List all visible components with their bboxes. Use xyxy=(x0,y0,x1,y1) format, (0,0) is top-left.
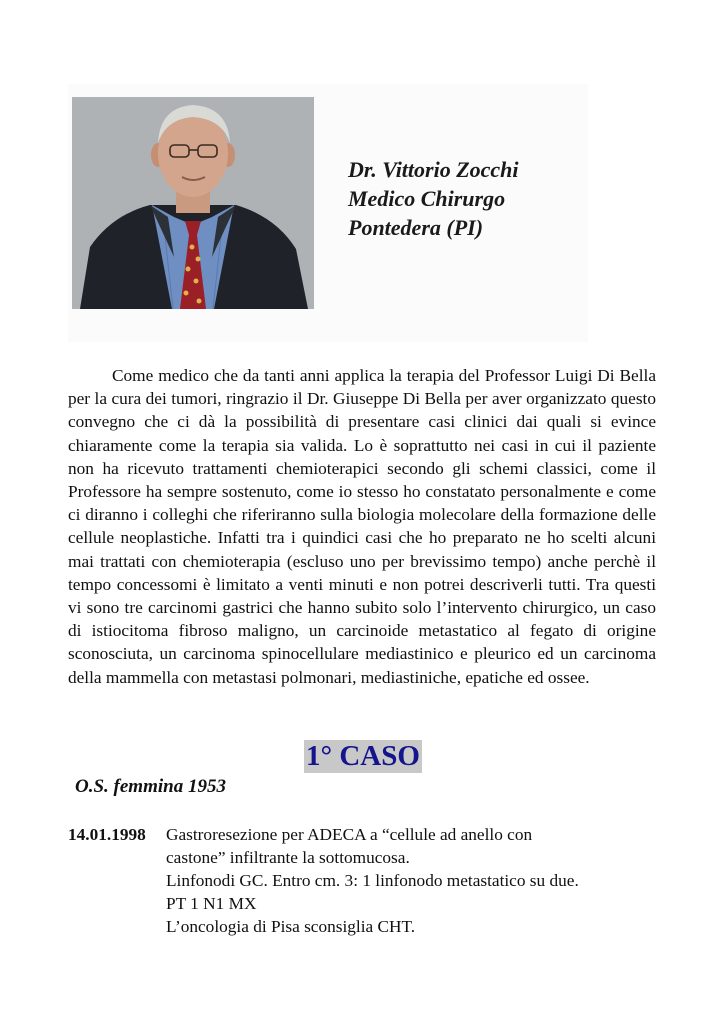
case-title: 1° CASO xyxy=(306,740,420,772)
doctor-title: Medico Chirurgo xyxy=(348,186,506,211)
doctor-name: Dr. Vittorio Zocchi xyxy=(348,157,519,182)
doctor-caption xyxy=(348,155,519,242)
entry-line: Linfonodi GC. Entro cm. 3: 1 linfonodo metastatico su due. xyxy=(166,871,579,890)
entry-date: 14.01.1998 xyxy=(68,825,146,844)
entry-line: L’oncologia di Pisa sconsiglia CHT. xyxy=(166,917,416,936)
patient-info: O.S. femmina 1953 xyxy=(75,776,226,797)
doctor-photo xyxy=(72,97,314,309)
entry-line: castone” infiltrante la sottomucosa. xyxy=(166,848,410,867)
entry-text xyxy=(166,823,579,938)
entry-line: Gastroresezione per ADECA a “cellule ad anello con xyxy=(166,825,533,844)
intro-paragraph: Come medico che da tanti anni applica la terapia del Professor Luigi Di Bella per la cura dei tumori, ringrazio il Dr. Giuseppe Di Bella per aver organizzato questo convegno che ci dà la possibilità di presentare casi clinici dai quali si evince chiaramente come la terapia sia valida. Lo è soprattutto nei casi in cui il paziente non ha ricevuto trattamenti chemioterapici secondo gli schemi classici, come il Professore ha sempre sostenuto, come io stesso ho constatato personalmente e come ci diranno i colleghi che riferiranno sulla biologia molecolare della formazione delle cellule neoplastiche. Infatti tra i quindici casi che ho preparato ne ho scelti alcuni mai trattati con chemioterapia (escluso uno per brevissimo tempo) anche perchè il tempo concessomi è limitato a venti minuti e non potrei descriverli tutti. Tra questi vi sono tre carcinomi gastrici che hanno subito solo l’intervento chirurgico, un caso di istiocitoma fibroso maligno, un carcinoide metastatico al fegato di origine sconosciuta, un carcinoma spinocellulare mediastinico e pleurico ed un carcinoma della mammella con metastasi polmonari, mediastiniche, epatiche ed ossee. xyxy=(68,366,656,687)
entry-line: PT 1 N1 MX xyxy=(166,894,257,913)
doctor-location: Pontedera (PI) xyxy=(348,215,484,240)
